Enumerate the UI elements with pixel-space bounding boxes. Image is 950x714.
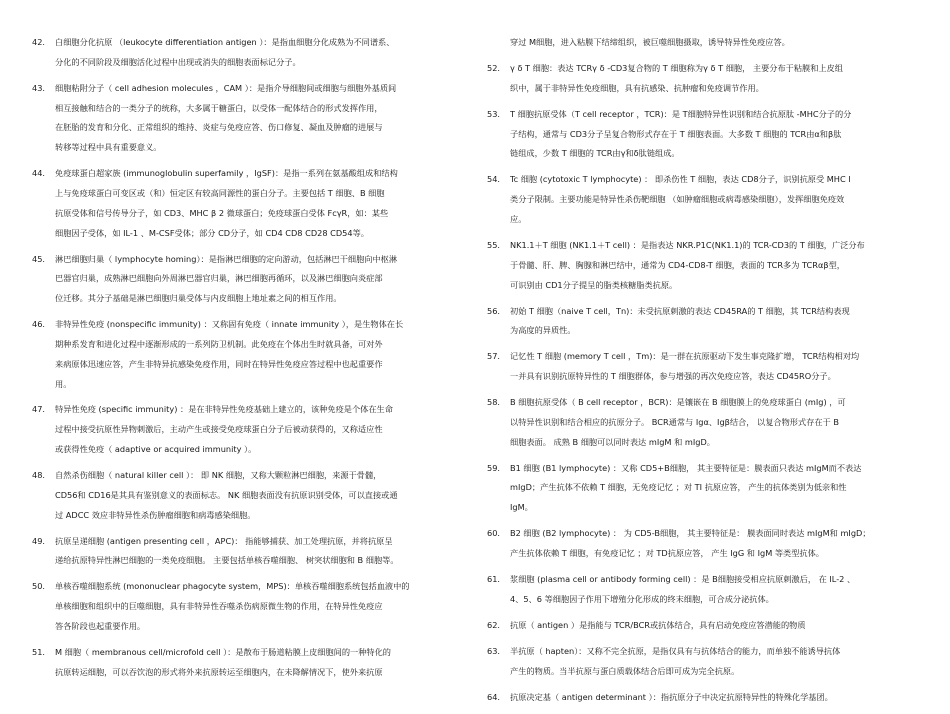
glossary-entry <box>32 400 464 459</box>
entry-text-line: 抗原呈递细胞 (antigen presenting cell ，APC)： 指能够捕获、加工处理抗原，并将抗原呈 <box>55 535 393 546</box>
entry-text-line: CD56和 CD16是其具有鉴别意义的表面标志。 NK 细胞表面没有抗原识别受体，可以直接或通 <box>55 489 398 500</box>
entry-text-line: 可识别由 CD1分子提呈的脂类核糖脂类抗原。 <box>510 279 678 290</box>
entry-text-line: 单核吞噬细胞系统 (mononuclear phagocyte system，MPS)：单核吞噬细胞系统包括血液中的 <box>55 581 410 592</box>
glossary-entry <box>487 170 927 229</box>
entry-text-line: 浆细胞 (plasma cell or antibody forming cell) ：是 B细胞接受相应抗原刺激后， 在 IL-2 、 <box>510 574 856 584</box>
entry-number: 52. <box>487 62 501 73</box>
entry-number: 48. <box>32 470 46 481</box>
entry-text-line: 上与免疫球蛋白可变区或（和）恒定区有较高同源性的蛋白分子。主要包括 T 细胞、B 细胞 <box>55 187 385 198</box>
entry-text-line: M 细胞（ membranous cell/microfold cell ）：是散布于肠道粘膜上皮细胞间的一种特化的 <box>55 647 391 657</box>
entry-text-line: 自然杀伤细胞（ natural killer cell ）： 即 NK 细胞，又称大颗粒淋巴细胞，来源于骨髓， <box>55 470 382 481</box>
entry-number: 59. <box>487 462 501 473</box>
entry-text-line: 子结构，通常与 CD3分子呈复合物形式存在于 T 细胞表面。大多数 T 细胞的 TCR由α和β肽 <box>510 128 842 139</box>
entry-number: 43. <box>32 82 46 93</box>
entry-text-line: 应。 <box>510 213 527 224</box>
entry-text-line: 非特异性免疫 (nonspecific immunity) ：又称固有免疫（ innate immunity ），是生物体在长 <box>55 319 404 330</box>
glossary-entry <box>487 105 927 164</box>
entry-text-line: IgM。 <box>510 502 533 513</box>
entry-number: 53. <box>487 108 501 119</box>
entry-text-line: γ δ T 细胞：表达 TCRγ δ -CD3复合物的 T 细胞称为γ δ T 细胞， 主要分布于粘膜和上皮组 <box>510 62 843 73</box>
entry-text-line: 产生抗体依赖 T 细胞，有免疫记忆 ；对 TD抗原应答， 产生 IgG 和 IgM 等类型抗体。 <box>510 548 824 559</box>
entry-text-line: NK1.1＋T 细胞 (NK1.1＋T cell) ：是指表达 NKR.P1C(NK1.1)的 TCR-CD3的 T 细胞，广泛分布 <box>510 239 865 250</box>
entry-text-line: 单核细胞和组织中的巨噬细胞，具有非特异性吞噬杀伤病原微生物的作用，在特异性免疫应 <box>55 601 383 612</box>
entry-text-line: 链组成，少数 T 细胞的 TCR由γ和δ肽链组成。 <box>510 148 680 159</box>
entry-number: 47. <box>32 404 46 415</box>
entry-text-line: 初始 T 细胞（naive T cell，Tn)：未受抗原刺激的表达 CD45RA的 T 细胞，其 TCR结构表现 <box>510 305 850 316</box>
entry-text-line: 淋巴细胞归巢（ lymphocyte homing）：是指淋巴细胞的定向游动，包括淋巴干细胞向中枢淋 <box>55 253 398 264</box>
glossary-entry <box>487 33 927 53</box>
entry-number: 58. <box>487 397 501 408</box>
entry-text-line: 细胞因子受体，如 IL-1 、M-CSF受体；部分 CD分子，如 CD4 CD8 CD28 CD54等。 <box>55 227 369 238</box>
entry-text-line: 特异性免疫 (specific immunity) ：是在非特异性免疫基础上建立的，该种免疫是个体在生命 <box>55 404 393 415</box>
glossary-entry <box>487 642 927 682</box>
entry-text-line: 细胞粘附分子（ cell adhesion molecules ，CAM ）：是指介导细胞间或细胞与细胞外基质间 <box>55 82 397 93</box>
entry-text-line: Tc 细胞 (cytotoxic T lymphocyte) ： 即杀伤性 T 细胞，表达 CD8分子，识别抗原受 MHC I <box>510 174 851 185</box>
entry-number: 60. <box>487 528 501 539</box>
entry-text-line: 于骨髓、肝、脾、胸腺和淋巴结中，通常为 CD4-CD8-T 细胞，表面的 TCR多为 TCRαβ型， <box>510 259 845 270</box>
entry-number: 44. <box>32 168 46 179</box>
glossary-entry <box>32 577 464 636</box>
entry-text-line: 半抗原（ hapten）：又称不完全抗原，是指仅具有与抗体结合的能力，而单独不能诱导抗体 <box>510 645 841 656</box>
entry-text-line: T 细胞抗原受体（T cell receptor ，TCR)：是 T细胞特异性识别和结合抗原肽 -MHC分子的分 <box>510 108 852 119</box>
glossary-entry <box>32 466 464 525</box>
entry-text-line: 递给抗原特异性淋巴细胞的一类免疫细胞。 主要包括单核吞噬细胞、 树突状细胞和 B 细胞等。 <box>55 555 399 566</box>
entry-text-line: 为高度的异质性。 <box>510 325 576 336</box>
entry-text-line: 转移等过程中具有重要意义。 <box>55 142 162 153</box>
entry-text-line: 期种系发育和进化过程中逐渐形成的一系列防卫机制。此免疫在个体出生时就具备，可对外 <box>55 338 383 349</box>
glossary-entry <box>487 616 927 636</box>
entry-text-line: 记忆性 T 细胞 (memory T cell ，Tm)：是一群在抗原驱动下发生事克隆扩增， TCR结构相对均 <box>510 351 860 362</box>
glossary-entry <box>487 688 927 708</box>
entry-text-line: 一并具有识别抗原特异性的 T 细胞群体，参与增强的再次免疫应答，表达 CD45RO分子。 <box>510 371 836 382</box>
left-column <box>32 33 464 689</box>
entry-text-line: 分化的不同阶段及细胞活化过程中出现或消失的细胞表面标记分子。 <box>55 56 301 67</box>
entry-text-line: 免疫球蛋白超家族 (immunoglobulin superfamily ，IgSF)：是指一系列在氨基酸组成和结构 <box>55 168 398 179</box>
entry-number: 46. <box>32 319 46 330</box>
entry-number: 54. <box>487 174 501 185</box>
entry-text-line: 织中，属于非特异性免疫细胞，具有抗感染、抗肿瘤和免疫调节作用。 <box>510 82 764 93</box>
glossary-entry <box>487 459 927 518</box>
entry-text-line: 用。 <box>55 378 72 389</box>
entry-text-line: 白细胞分化抗原 （leukocyte differentiation antigen ）：是指血细胞分化成熟为不同谱系、 <box>55 37 395 47</box>
entry-number: 63. <box>487 645 501 656</box>
entry-text-line: 以特异性识别和结合相应的抗原分子。 BCR通常与 Igα、Igβ结合， 以复合物形式存在于 B <box>510 416 839 427</box>
entry-number: 49. <box>32 535 46 546</box>
entry-text-line: 在胚胎的发育和分化、正常组织的维持、炎症与免疫应答、伤口修复、凝血及肿瘤的进展与 <box>55 122 383 133</box>
glossary-entry <box>487 302 927 342</box>
glossary-entry <box>32 79 464 158</box>
entry-text-line: 或获得性免疫（ adaptive or acquired immunity ）。 <box>55 444 257 455</box>
entry-number: 61. <box>487 574 501 584</box>
glossary-entry <box>487 570 927 610</box>
entry-text-line: 抗原（ antigen ）是指能与 TCR/BCR或抗体结合，具有启动免疫应答潜能的物质 <box>510 619 806 630</box>
glossary-entry <box>487 236 927 295</box>
glossary-entry <box>32 33 464 73</box>
entry-number: 56. <box>487 305 501 316</box>
entry-number: 42. <box>32 37 46 47</box>
entry-number: 50. <box>32 581 46 592</box>
entry-text-line: 相互接触和结合的一类分子的统称，大多属于糖蛋白，以受体一配体结合的形式发挥作用， <box>55 102 383 113</box>
entry-text-line: 产生的物质。当半抗原与蛋白质载体结合后即可成为完全抗原。 <box>510 665 740 676</box>
entry-text-line: 类分子限制。主要功能是特异性杀伤靶细胞 （如肿瘤细胞或病毒感染细胞），发挥细胞免疫效 <box>510 194 845 205</box>
entry-text-line: 细胞表面。 成熟 B 细胞可以同时表达 mIgM 和 mIgD。 <box>510 436 715 447</box>
entry-text-line: B 细胞抗原受体（ B cell receptor ，BCR)：是镶嵌在 B 细胞膜上的免疫球蛋白 (mIg) ，可 <box>510 397 846 408</box>
entry-number: 64. <box>487 691 501 702</box>
entry-text-line: 答各阶段也起重要作用。 <box>55 621 146 632</box>
entry-text-line: 过 ADCC 效应非特异性杀伤肿瘤细胞和病毒感染细胞。 <box>55 509 256 520</box>
entry-text-line: 过程中接受抗原性异物刺激后，主动产生或接受免疫球蛋白分子后被动获得的，又称适应性 <box>55 424 383 435</box>
entry-number: 51. <box>32 647 46 657</box>
entry-text-line: B1 细胞 (B1 lymphocyte) ：又称 CD5+B细胞， 其主要特征是：膜表面只表达 mIgM而不表达 <box>510 462 862 473</box>
glossary-entry <box>32 643 464 683</box>
entry-text-line: B2 细胞 (B2 lymphocyte) ： 为 CD5-B细胞， 其主要特征是： 膜表面同时表达 mIgM和 mIgD； <box>510 528 871 539</box>
entry-text-line: 抗原转运细胞，可以吞饮泡的形式将外来抗原转运至细胞内，在未降解情况下，使外来抗原 <box>55 666 383 677</box>
glossary-entry <box>32 250 464 309</box>
glossary-entry <box>487 347 927 387</box>
entry-number: 55. <box>487 239 501 250</box>
glossary-entry <box>32 532 464 572</box>
entry-text-line: 位迁移。其分子基础是淋巴细胞归巢受体与内皮细胞上地址素之间的相互作用。 <box>55 293 342 304</box>
glossary-entry <box>487 393 927 452</box>
glossary-entry <box>32 164 464 243</box>
entry-text-line: 抗原决定基（ antigen determinant ）：指抗原分子中决定抗原特异性的特殊化学基团。 <box>510 691 833 702</box>
right-column <box>487 33 927 714</box>
entry-text-line: 来病原体迅速应答，产生非特异抗感染免疫作用，同时在特异性免疫应答过程中也起重要作 <box>55 358 383 369</box>
entry-number: 62. <box>487 619 501 630</box>
entry-text-line: mIgD；产生抗体不依赖 T 细胞，无免疫记忆 ；对 TI 抗原应答， 产生的抗体类别为低亲和性 <box>510 482 847 493</box>
entry-number: 45. <box>32 253 46 264</box>
entry-text-line: 4、5、6 等细胞因子作用下增殖分化形成的终末细胞，可合成分泌抗体。 <box>510 593 774 604</box>
glossary-entry <box>487 524 927 564</box>
entry-number: 57. <box>487 351 501 362</box>
entry-text-line: 穿过 M细胞，进入粘膜下结缔组织，被巨噬细胞摄取，诱导特异性免疫应答。 <box>510 37 790 47</box>
entry-text-line: 抗原受体和信号传导分子，如 CD3、MHC β 2 微球蛋白；免疫球蛋白受体 FcγR，如：某些 <box>55 207 389 218</box>
entry-text-line: 巴器官归巢，成熟淋巴细胞向外周淋巴器官归巢，淋巴细胞再循环，以及淋巴细胞向炎症部 <box>55 273 383 284</box>
glossary-entry <box>32 315 464 394</box>
glossary-entry <box>487 59 927 99</box>
